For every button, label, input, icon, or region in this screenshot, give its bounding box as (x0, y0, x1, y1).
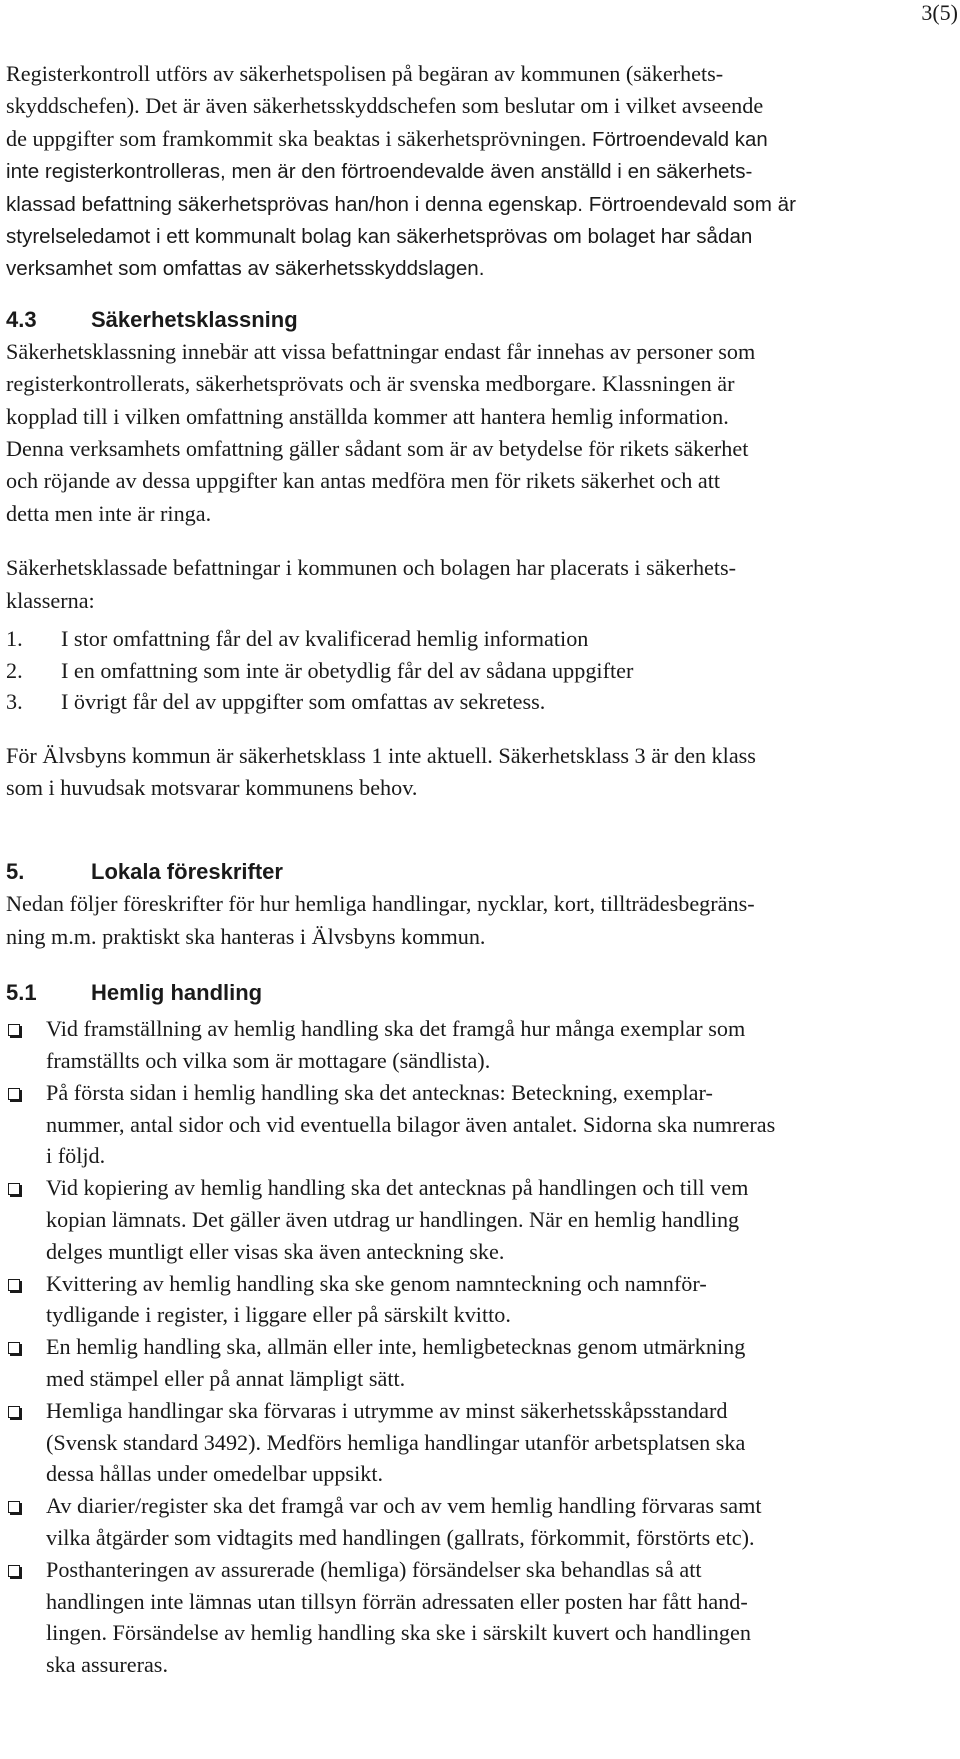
list-text (46, 1013, 956, 1077)
list-text-line: kopian lämnats. Det gäller även utdrag ur handlingen. När en hemlig handling (46, 1207, 740, 1232)
list-item (6, 655, 956, 687)
section-4-3-paragraph-2 (6, 552, 956, 617)
list-item (6, 1554, 956, 1681)
list-item (6, 1395, 956, 1490)
section-4-3-paragraph-1 (6, 336, 956, 530)
document-body (6, 58, 956, 1681)
section-number: 5. (6, 859, 25, 885)
checkbox-bullet-icon (6, 1490, 46, 1554)
list-text (46, 1077, 956, 1172)
intro-line: Registerkontroll utförs av säkerhetspolisen på begäran av kommunen (säkerhets- (6, 61, 724, 86)
list-number: 3. (6, 689, 23, 715)
list-text (46, 1490, 956, 1554)
section-number: 4.3 (6, 306, 37, 332)
list-number: 1. (6, 626, 23, 652)
security-class-list (6, 623, 956, 718)
section-title: Säkerhetsklassning (91, 306, 298, 332)
list-item (6, 1268, 956, 1332)
section-heading-5-1 (6, 977, 956, 1009)
list-text-line: lingen. Försändelse av hemlig handling ska ske i särskilt kuvert och handlingen (46, 1620, 751, 1646)
intro-line-sans: Förtroendevald kan (591, 128, 768, 151)
list-text-line: Av diarier/register ska det framgå var och av vem hemlig handling förvaras samt (46, 1493, 762, 1519)
paragraph-line: Nedan följer föreskrifter för hur hemliga handlingar, nycklar, kort, tillträdesbegräns- (6, 891, 755, 917)
checkbox-bullet-icon (6, 1172, 46, 1267)
list-text-line: Kvittering av hemlig handling ska ske genom namnteckning och namnför- (46, 1270, 707, 1296)
paragraph-line: och röjande av dessa uppgifter kan antas medföra men för rikets säkerhet och att (6, 468, 721, 494)
paragraph-line: Säkerhetsklassning innebär att vissa befattningar endast får innehas av personer som (6, 338, 756, 364)
section-number: 5.1 (6, 980, 37, 1006)
list-item (6, 686, 956, 718)
list-item (6, 623, 956, 655)
list-text-line: framställts och vilka som är mottagare (sändlista). (46, 1048, 491, 1074)
list-text-line: tydligande i register, i liggare eller på särskilt kvitto. (46, 1302, 511, 1328)
secret-document-rules-list (6, 1013, 956, 1681)
list-item (6, 1331, 956, 1395)
list-text: I en omfattning som inte är obetydlig får del av sådana uppgifter (61, 657, 634, 683)
list-item (6, 1172, 956, 1267)
paragraph-line: klasserna: (6, 587, 95, 613)
intro-line: klassad befattning säkerhetsprövas han/hon i denna egenskap. Förtroendevald som är (6, 192, 796, 216)
paragraph-line: ning m.m. praktiskt ska hanteras i Älvsbyns kommun. (6, 923, 486, 949)
section-heading-4-3 (6, 304, 956, 336)
intro-line: styrelseledamot i ett kommunalt bolag kan säkerhetsprövas om bolaget har sådan (6, 225, 753, 249)
paragraph-line: Säkerhetsklassade befattningar i kommunen och bolagen har placerats i säkerhets- (6, 555, 737, 581)
paragraph-line: För Älvsbyns kommun är säkerhetsklass 1 inte aktuell. Säkerhetsklass 3 är den klass (6, 742, 756, 768)
list-item (6, 1490, 956, 1554)
paragraph-line: som i huvudsak motsvarar kommunens behov. (6, 775, 418, 800)
list-text (46, 1172, 956, 1267)
intro-line-serif: de uppgifter som framkommit ska beaktas i säkerhetsprövningen. (6, 125, 587, 151)
list-text-line: Vid framställning av hemlig handling ska det framgå hur många exemplar som (46, 1016, 746, 1042)
page-number: 3(5) (921, 0, 958, 25)
section-title: Lokala föreskrifter (91, 859, 283, 885)
list-item (6, 1013, 956, 1077)
paragraph-line: detta men inte är ringa. (6, 500, 212, 526)
list-text-line: En hemlig handling ska, allmän eller inte, hemligbetecknas genom utmärkning (46, 1334, 746, 1360)
paragraph-line: Denna verksamhets omfattning gäller sådant som är av betydelse för rikets säkerhet (6, 436, 749, 462)
list-item (6, 1077, 956, 1172)
list-text-line: i följd. (46, 1143, 106, 1169)
section-heading-5 (6, 856, 956, 888)
intro-line: verksamhet som omfattas av säkerhetsskyddslagen. (6, 257, 485, 281)
list-text: I stor omfattning får del av kvalificerad hemlig information (61, 626, 589, 652)
checkbox-bullet-icon (6, 1268, 46, 1332)
list-text-line: handlingen inte lämnas utan tillsyn förrän adressaten eller posten har fått hand- (46, 1588, 748, 1614)
checkbox-bullet-icon (6, 1554, 46, 1681)
checkbox-bullet-icon (6, 1395, 46, 1490)
intro-paragraph (6, 58, 956, 286)
list-text (46, 1395, 956, 1490)
list-text-line: dessa hållas under omedelbar uppsikt. (46, 1461, 384, 1487)
list-text: I övrigt får del av uppgifter som omfattas av sekretess. (61, 689, 546, 715)
list-text-line: delges muntligt eller visas ska även anteckning ske. (46, 1238, 505, 1264)
checkbox-bullet-icon (6, 1077, 46, 1172)
intro-line: skyddschefen). Det är även säkerhetsskyddschefen som beslutar om i vilket avseende (6, 93, 764, 119)
list-text-line: På första sidan i hemlig handling ska det antecknas: Beteckning, exemplar- (46, 1079, 713, 1105)
list-text-line: Vid kopiering av hemlig handling ska det antecknas på handlingen och till vem (46, 1175, 749, 1201)
list-text (46, 1268, 956, 1332)
list-text-line: vilka åtgärder som vidtagits med handlingen (gallrats, förkommit, förstörts etc). (46, 1524, 755, 1550)
section-title: Hemlig handling (91, 980, 263, 1006)
list-number: 2. (6, 657, 23, 683)
section-5-paragraph (6, 888, 956, 953)
section-4-3-paragraph-3 (6, 740, 956, 805)
list-text-line: Hemliga handlingar ska förvaras i utrymme av minst säkerhetsskåpsstandard (46, 1397, 728, 1423)
list-text (46, 1331, 956, 1395)
list-text-line: (Svensk standard 3492). Medförs hemliga handlingar utanför arbetsplatsen ska (46, 1429, 746, 1455)
checkbox-bullet-icon (6, 1013, 46, 1077)
list-text-line: med stämpel eller på annat lämpligt sätt. (46, 1365, 406, 1391)
checkbox-bullet-icon (6, 1331, 46, 1395)
intro-line: inte registerkontrolleras, men är den förtroendevalde även anställd i en säkerhets- (6, 160, 753, 184)
intro-line (6, 123, 956, 156)
list-text-line: nummer, antal sidor och vid eventuella bilagor även antalet. Sidorna ska numreras (46, 1111, 776, 1137)
list-text-line: Posthanteringen av assurerade (hemliga) försändelser ska behandlas så att (46, 1556, 702, 1582)
paragraph-line: kopplad till i vilken omfattning anställda kommer att hantera hemlig information. (6, 403, 729, 429)
list-text-line: ska assureras. (46, 1652, 168, 1678)
paragraph-line: registerkontrollerats, säkerhetsprövats och är svenska medborgare. Klassningen är (6, 371, 735, 397)
list-text (46, 1554, 956, 1681)
